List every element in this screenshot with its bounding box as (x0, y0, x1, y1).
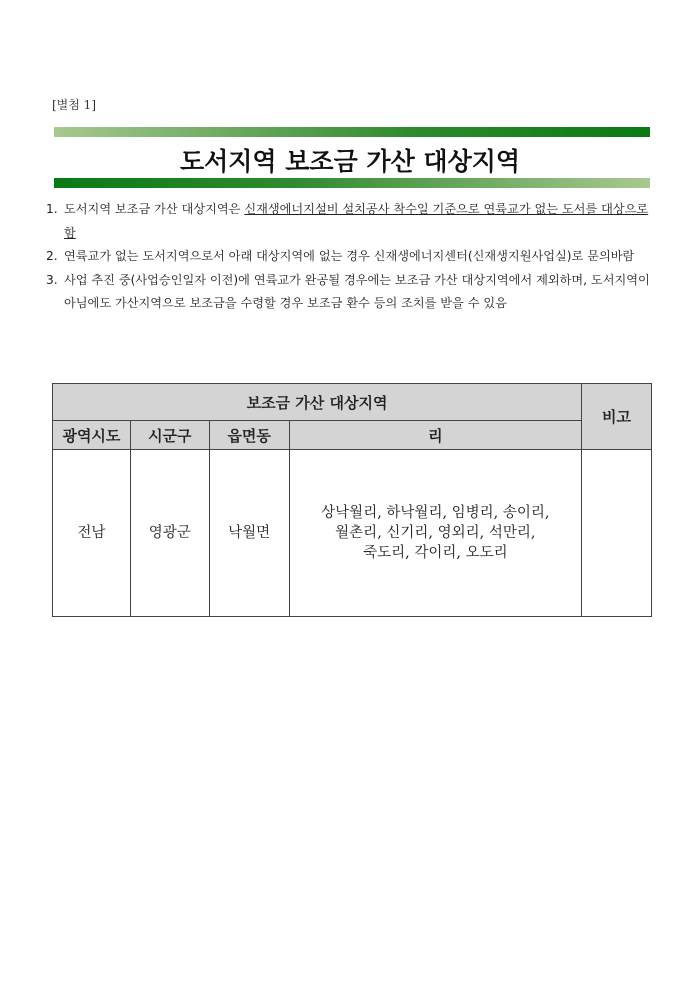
note-item (46, 269, 656, 316)
cell-villages (289, 450, 581, 617)
cell-county: 영광군 (130, 450, 209, 617)
target-region-table (52, 383, 652, 617)
note-item (46, 245, 656, 269)
table-row (53, 450, 652, 617)
notes-list (46, 198, 656, 316)
note-number: 2. (46, 249, 58, 263)
column-header-town: 읍면동 (209, 421, 289, 450)
note-item (46, 198, 656, 245)
note-text: 사업 추진 중(사업승인일자 이전)에 연륙교가 완공될 경우에는 보조금 가산 대상지역에서 제외하며, 도서지역이 아님에도 가산지역으로 보조금을 수령할 경우 보조금 환수 등의 조치를 받을 수 있음 (64, 272, 650, 310)
title-bottom-bar (54, 178, 650, 188)
cell-town: 낙월면 (209, 450, 289, 617)
remarks-header: 비고 (582, 384, 652, 450)
column-header-province: 광역시도 (53, 421, 131, 450)
attachment-label: [별첨 1] (52, 98, 96, 112)
note-number: 3. (46, 272, 58, 287)
villages-line: 죽도리, 각이리, 오도리 (363, 545, 508, 561)
villages-line: 상낙월리, 하낙월리, 임병리, 송이리, (321, 505, 550, 521)
note-text: 연륙교가 없는 도서지역으로서 아래 대상지역에 없는 경우 신재생에너지센터(신재생지원사업실)로 문의바람 (64, 249, 635, 263)
column-header-county: 시군구 (130, 421, 209, 450)
title-top-bar (54, 127, 650, 137)
note-text-underlined: 신재생에너지설비 설치공사 착수일 기준으로 연륙교가 없는 도서를 대상으로 함 (64, 202, 649, 240)
note-number: 1. (46, 202, 58, 216)
group-header: 보조금 가산 대상지역 (53, 384, 582, 421)
page-title: 도서지역 보조금 가산 대상지역 (179, 147, 521, 176)
cell-province: 전남 (53, 450, 131, 617)
villages-line: 월촌리, 신기리, 영외리, 석만리, (335, 525, 536, 541)
column-header-village: 리 (289, 421, 581, 450)
note-text: 도서지역 보조금 가산 대상지역은 (64, 202, 245, 216)
cell-remarks (582, 450, 652, 617)
